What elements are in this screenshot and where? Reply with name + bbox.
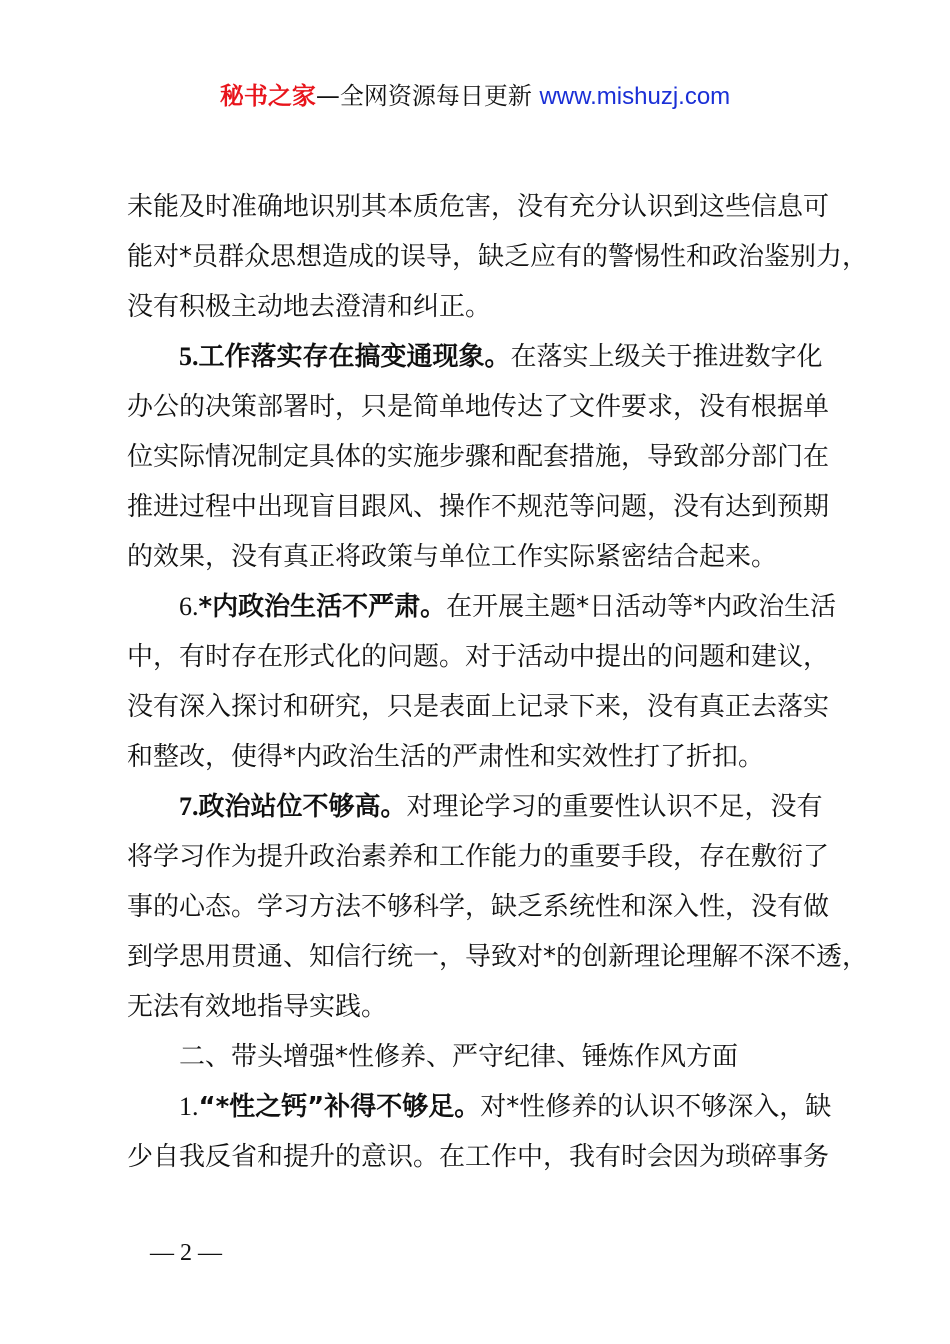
- page-header: [0, 78, 950, 115]
- item-text: 对*性修养的认识不够深入，缺: [480, 1092, 832, 1122]
- text-line: 推进过程中出现盲目跟风、操作不规范等问题，没有达到预期: [127, 492, 830, 522]
- item-title: 工作落实存在搞变通现象。: [198, 342, 511, 372]
- item-text: 对理论学习的重要性认识不足，没有: [406, 792, 823, 822]
- header-tagline: —全网资源每日更新: [315, 82, 532, 110]
- text-line: 没有积极主动地去澄清和纠正。: [127, 292, 492, 322]
- paragraph-item-5: [127, 332, 855, 582]
- item-number: 7.: [179, 792, 199, 821]
- paragraph-item-6: [127, 582, 855, 782]
- text-line: 少自我反省和提升的意识。在工作中，我有时会因为琐碎事务: [127, 1142, 830, 1172]
- text-line: 没有深入探讨和研究，只是表面上记录下来，没有真正去落实: [127, 692, 830, 722]
- item-number: 1.: [179, 1092, 199, 1121]
- text-line: [127, 582, 855, 632]
- text-line: 能对*员群众思想造成的误导，缺乏应有的警惕性和政治鉴别力，: [127, 242, 869, 272]
- text-line: [127, 1082, 855, 1132]
- site-url-link[interactable]: www.mishuzj.com: [539, 83, 731, 110]
- item-number: 6.: [179, 592, 199, 621]
- document-body: [127, 182, 869, 1182]
- paragraph-continuation: [127, 182, 869, 332]
- item-title: *内政治生活不严肃。: [198, 592, 447, 622]
- item-text: 在落实上级关于推进数字化: [510, 342, 823, 372]
- text-line: 无法有效地指导实践。: [127, 992, 388, 1022]
- text-line: 办公的决策部署时，只是简单地传达了文件要求，没有根据单: [127, 392, 830, 422]
- brand-name: 秘书之家: [219, 82, 316, 110]
- text-line: 事的心态。学习方法不够科学，缺乏系统性和深入性，没有做: [127, 892, 830, 922]
- item-title: “*性之钙”补得不够足。: [198, 1092, 481, 1122]
- text-line: [127, 782, 855, 832]
- text-line: 位实际情况制定具体的实施步骤和配套措施，导致部分部门在: [127, 442, 830, 472]
- paragraph-section2-item-1: [127, 1082, 855, 1182]
- page-number: — 2 —: [150, 1240, 222, 1266]
- text-line: 的效果，没有真正将政策与单位工作实际紧密结合起来。: [127, 542, 778, 572]
- text-line: 将学习作为提升政治素养和工作能力的重要手段，存在敷衍了: [127, 842, 830, 872]
- text-line: 到学思用贯通、知信行统一，导致对*的创新理论理解不深不透，: [127, 942, 869, 972]
- text-line: [127, 332, 855, 382]
- text-line: 和整改，使得*内政治生活的严肃性和实效性打了折扣。: [127, 742, 765, 772]
- item-title: 政治站位不够高。: [198, 792, 407, 822]
- text-line: 未能及时准确地识别其本质危害，没有充分认识到这些信息可: [127, 192, 830, 222]
- section-heading: 二、带头增强*性修养、严守纪律、锤炼作风方面: [179, 1042, 739, 1072]
- item-number: 5.: [179, 342, 199, 371]
- text-line: 中，有时存在形式化的问题。对于活动中提出的问题和建议，: [127, 642, 830, 672]
- item-text: 在开展主题*日活动等*内政治生活: [446, 592, 837, 622]
- paragraph-item-7: [127, 782, 869, 1032]
